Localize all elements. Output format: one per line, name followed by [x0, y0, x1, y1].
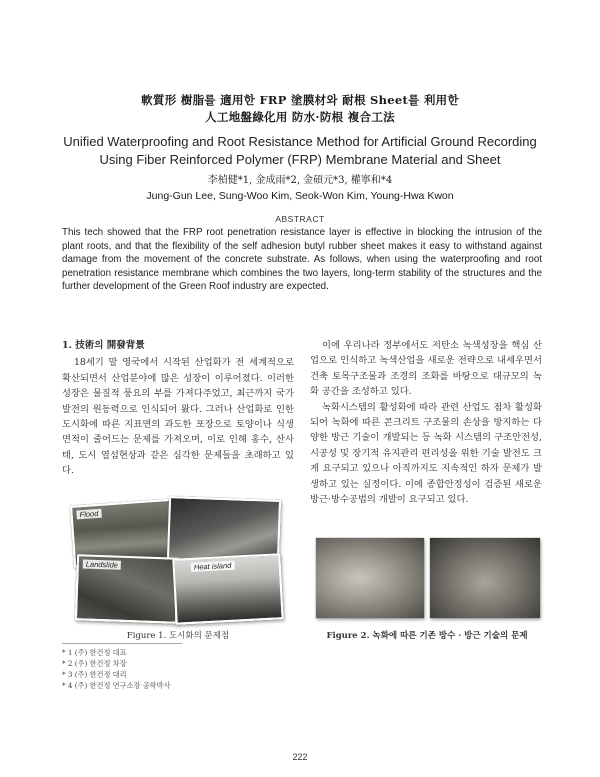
section1-heading: 1. 技術의 開發背景: [62, 340, 145, 351]
figure1-label-flood: Flood: [76, 509, 101, 520]
footnote-divider: [62, 643, 182, 644]
abstract-heading: ABSTRACT: [275, 214, 325, 224]
abstract-text: This tech showed that the FRP root penetration resistance layer is effective in blocking the intrusion of the plant roots, and that the flexibility of the self adhesion butyl rubber sheet makes it easy to withstand against damage from the movement of the concrete substrate. As follows, when using the waterproofing and root penetration resistance membrane which combines the two layers, long-term stability of the structures and the further development of the Green Roof industry are expected.: [62, 227, 542, 293]
figure1-caption: Figure 1. 도시화의 문제점: [126, 631, 230, 641]
figure1-label-heat-island: Heat island: [191, 561, 235, 572]
section1-left-paragraph: 18세기 말 영국에서 시작된 산업화가 전 세계적으로 확산되면서 산업분야에 많은 성장이 이루어졌다. 이러한 성장은 물질적 풍요의 부를 가져다주었고, 최근까지 국가발전의 원동력으로 인식되어 왔다. 그러나 산업화로 인한 도시화에 따른 지표면의 과도한 포장으로 토양이나 식생 면적이 줄어드는 문제를 가져오며, 이로 인해 홍수, 산사태, 도시 열섬현상과 같은 심각한 문제들을 초래하고 있다.: [62, 357, 294, 477]
section1-right-column: [310, 338, 542, 507]
section1-right-paragraph-2: 녹화시스템의 활성화에 따라 관련 산업도 점차 활성화 되어 녹화에 따른 콘크리트 구조물의 손상을 방지하는 다양한 방근 기술이 개발되는 등 녹화 시스템의 구조안전성, 시공성 및 장기적 유지관리 편리성을 위한 기술 발전도 크게 요구되고 있으나 아직까지도 지속적인 하자 문제가 발생하고 있는 실정이다. 이에 종합안정성이 검증된 새로운 방근·방수공법의 개발이 요구되고 있다.: [310, 401, 542, 506]
authors-korean: 李楨健*1, 金成雨*2, 金碩元*3, 權寧和*4: [207, 175, 393, 186]
figure1-label-landslide: Landslide: [83, 559, 121, 569]
footnote-1: * 1 (주) 한건정 대표: [62, 648, 127, 657]
section1-right-paragraph-1: 이에 우리나라 정부에서도 저탄소 녹색성장을 핵심 산업으로 인식하고 녹색산업을 새로운 전략으로 내세우면서 건축 토목구조물과 조경의 조화를 바탕으로 대규모의 녹화 공간을 조성하고 있다.: [310, 340, 542, 398]
title-korean-line1: 軟質形 樹脂를 適用한 FRP 塗膜材와 耐根 Sheet를 利用한: [141, 93, 459, 107]
title-korean: [0, 92, 600, 126]
section1-left-column: [62, 338, 294, 479]
page-number: 222: [292, 752, 308, 762]
footnote-3: * 3 (주) 한건정 대리: [62, 670, 127, 679]
figure2-caption: Figure 2. 녹화에 따른 기존 방수 · 방근 기술의 문제: [326, 631, 528, 641]
title-english-line1: Unified Waterproofing and Root Resistance Method for Artificial Ground Recording: [63, 134, 537, 149]
authors-english: Jung-Gun Lee, Sung-Woo Kim, Seok-Won Kim, Young-Hwa Kwon: [146, 190, 454, 202]
figure1-photo-heat-island: [172, 553, 283, 625]
title-korean-line2: 人工地盤綠化用 防水·防根 複合工法: [205, 110, 395, 124]
figure2-photo-left: [316, 538, 424, 618]
footnote-2: * 2 (주) 한건정 차장: [62, 659, 127, 668]
footnotes: [62, 647, 171, 691]
title-english: [0, 133, 600, 169]
figure2-photo-right: [430, 538, 540, 618]
footnote-4: * 4 (주) 한건정 연구소장 공학박사: [62, 681, 171, 690]
figure2: [316, 538, 542, 622]
figure1-photo-landslide: [75, 554, 179, 624]
figure1: [70, 498, 285, 623]
title-english-line2: Using Fiber Reinforced Polymer (FRP) Membrane Material and Sheet: [99, 152, 501, 167]
